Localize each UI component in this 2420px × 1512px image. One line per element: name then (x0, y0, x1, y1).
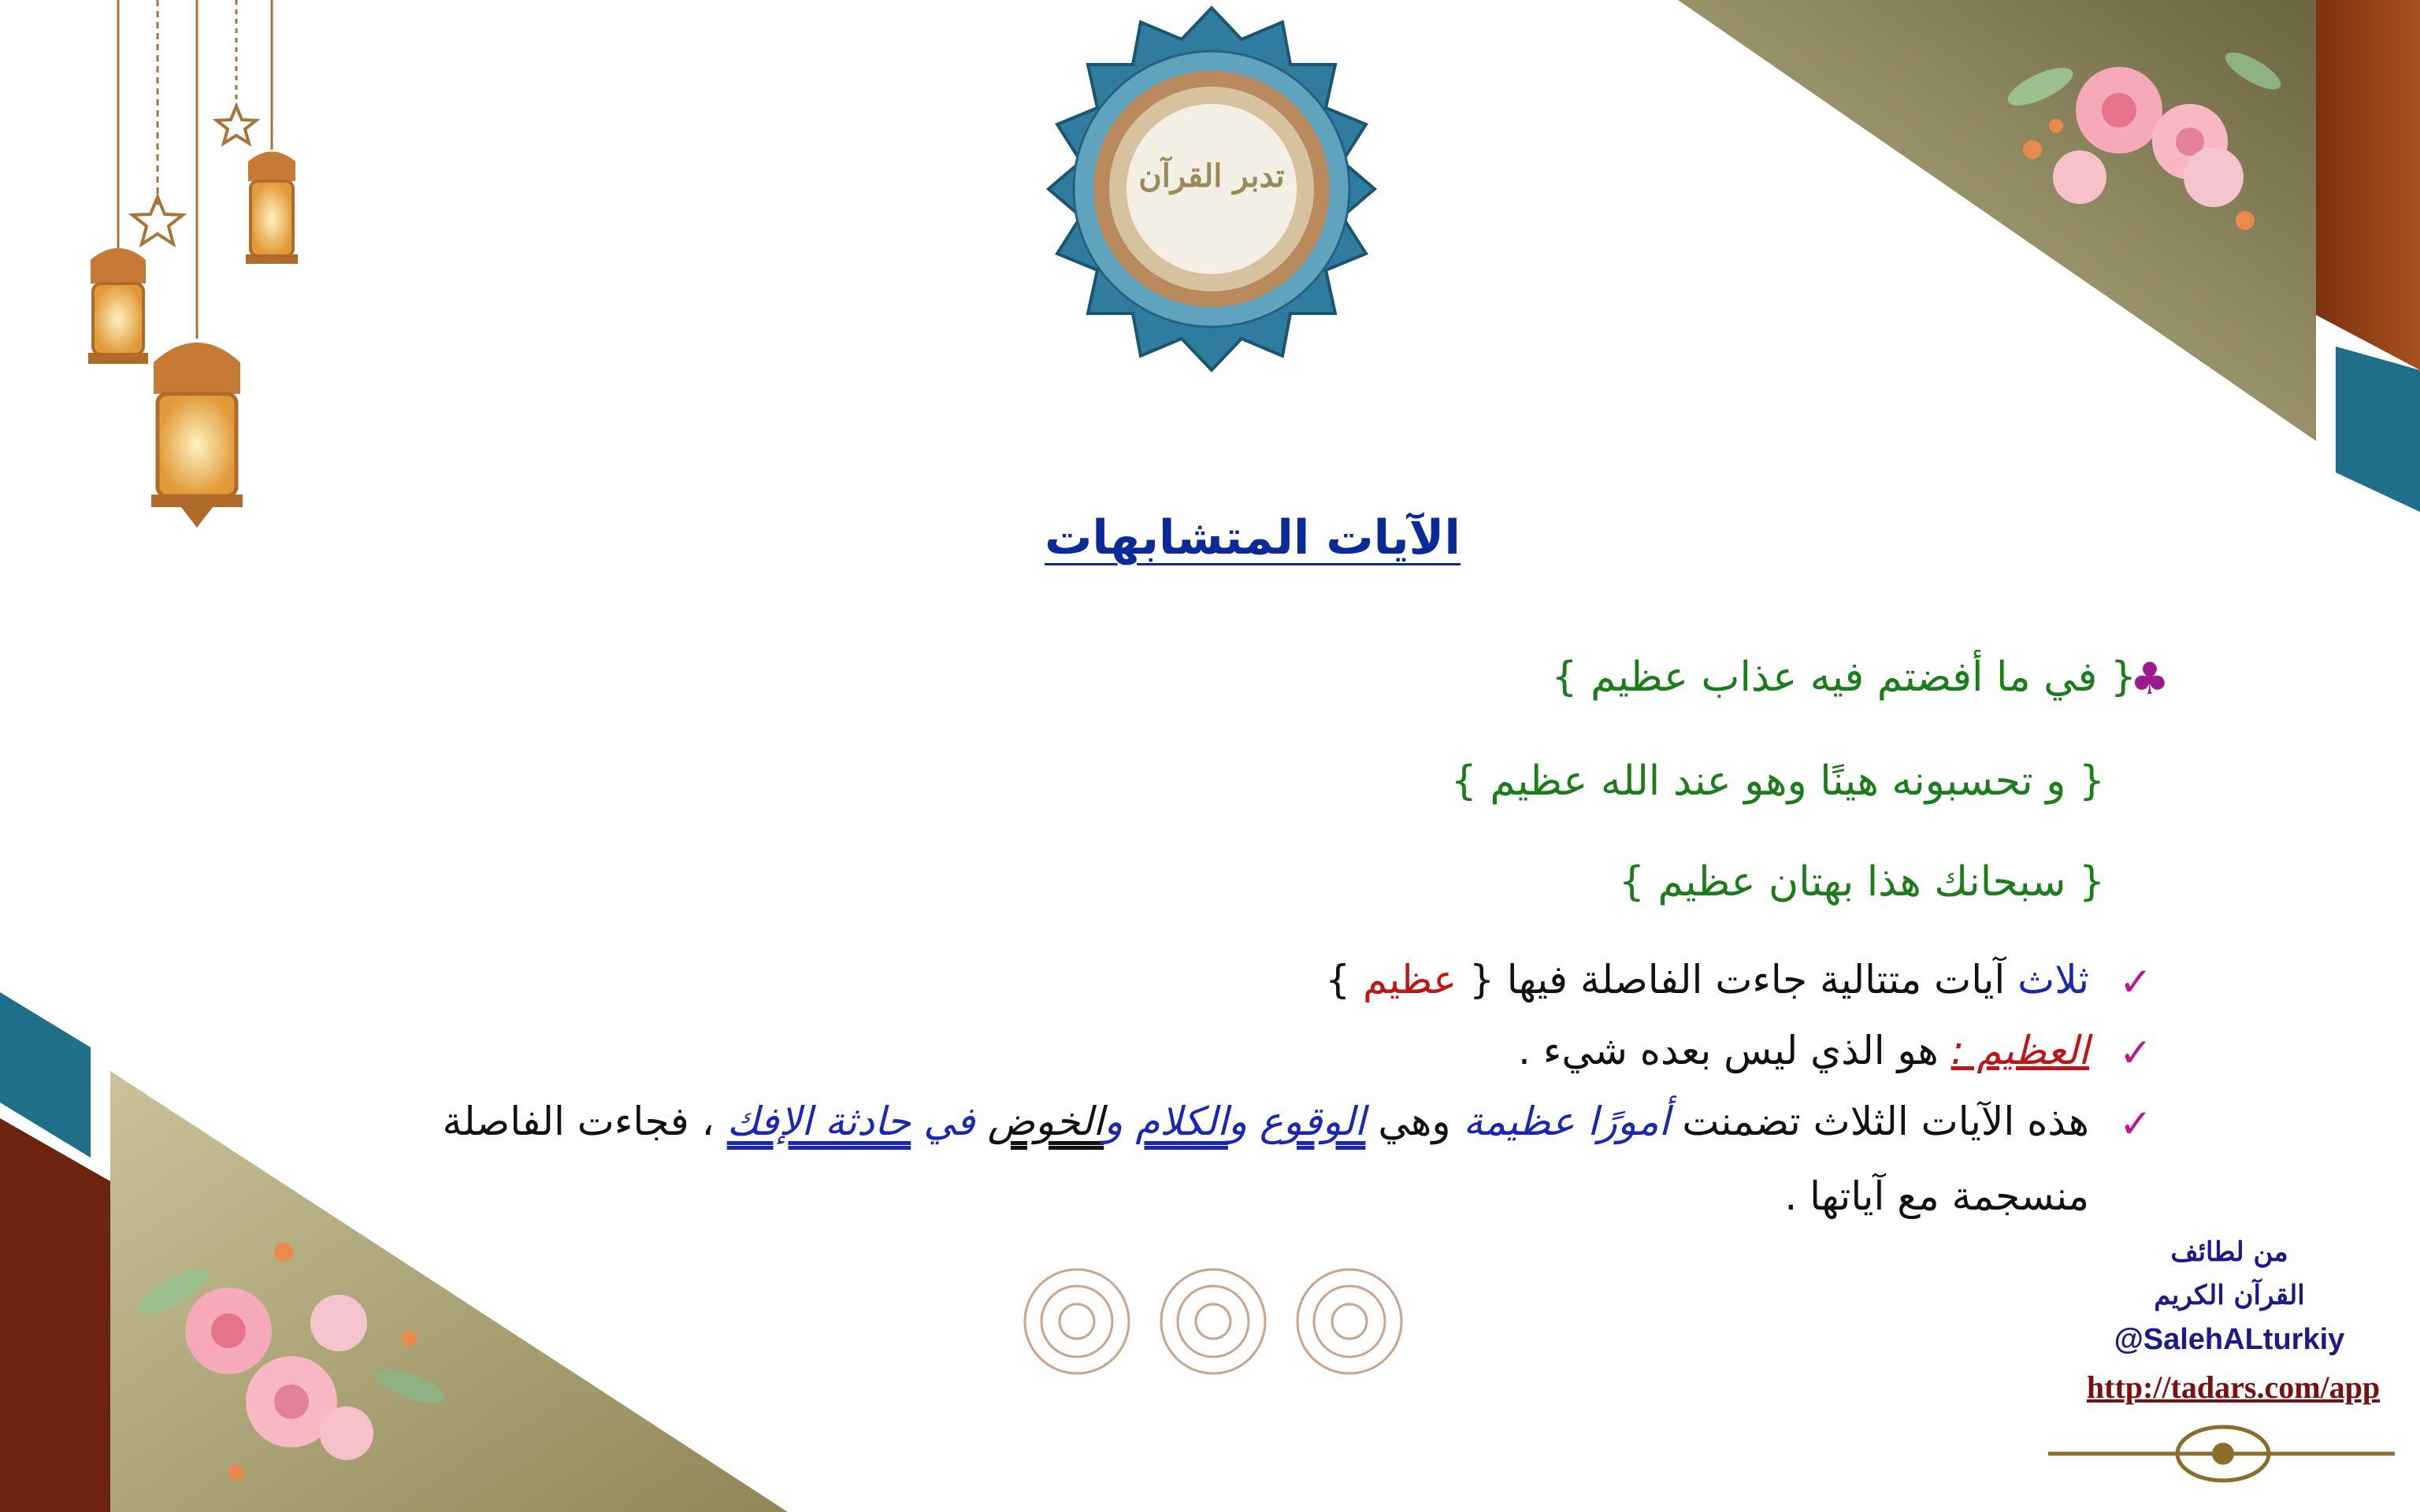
footer-rosettes (1025, 1269, 1401, 1373)
page-title: الآيات المتشابهات (1045, 510, 1461, 565)
check-icon: ✓ (2119, 1101, 2152, 1147)
signature-line-2: القرآن الكريم (2154, 1280, 2305, 1311)
signature-handle: @SalehALturkiy (2114, 1323, 2345, 1356)
corner-brown-bottom-left (0, 1118, 110, 1512)
hanging-stars (132, 106, 256, 244)
lantern-left (88, 248, 148, 364)
corner-olive-top-right (1678, 0, 2316, 441)
club-bullet-icon: ♣ (2129, 654, 2169, 705)
check-icon: ✓ (2119, 959, 2152, 1005)
verse-2: { و تحسبونه هينًا وهو عند الله عظيم } (1450, 758, 2105, 805)
corner-teal-right (2336, 346, 2420, 512)
point-3-line-1: هذه الآيات الثلاث تضمنت أمورًا عظيمة وهي الوقوع والكلام والخوض في حادثة الإفك ، فجاءت الفاصلة (442, 1099, 2089, 1144)
point-2: العظيم : هو الذي ليس بعده شيء . (1518, 1028, 2089, 1073)
point-1: ثلاث آيات متتالية جاءت الفاصلة فيها { عظيم } (1325, 957, 2089, 1002)
verse-3: { سبحانك هذا بهتان عظيم } (1618, 858, 2105, 906)
signature-divider (2048, 1427, 2395, 1480)
emblem-logo-text: تدبر القرآن (1138, 158, 1285, 195)
verse-1: { في ما أفضتم فيه عذاب عظيم } (1551, 654, 2136, 701)
lantern-right (246, 152, 298, 265)
signature-link[interactable]: http://tadars.com/app (2086, 1369, 2381, 1405)
point-3-line-2: منسجمة مع آياتها . (1784, 1173, 2089, 1219)
lantern-center (151, 343, 243, 528)
corner-brown-top-right (2316, 0, 2420, 370)
check-icon: ✓ (2119, 1030, 2152, 1076)
signature-line-1: من لطائف (2170, 1236, 2288, 1268)
